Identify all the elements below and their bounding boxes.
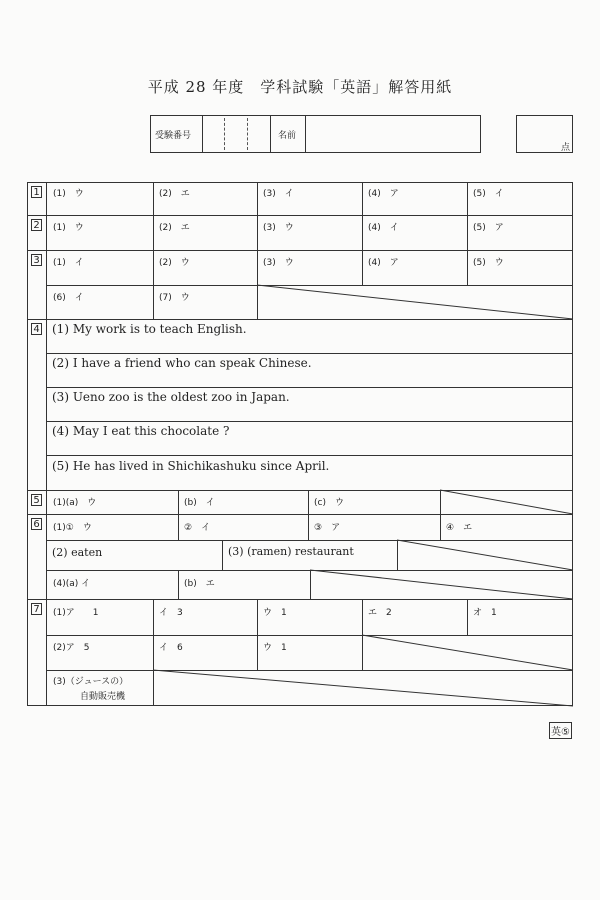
divider	[305, 115, 306, 153]
question-number-7: 7	[31, 603, 42, 615]
row-divider	[27, 514, 573, 515]
answer-2-5: (5) ア	[473, 223, 504, 233]
answer-6-1-1: (1)① ウ	[53, 523, 92, 533]
question-number-2: 2	[31, 219, 42, 231]
cell-divider	[440, 514, 441, 540]
answer-1-5: (5) イ	[473, 189, 504, 199]
answer-7-3-line2: 自動販売機	[80, 692, 126, 702]
cell-divider	[257, 182, 258, 215]
cell-divider	[178, 570, 179, 599]
answer-3-6: (6) イ	[53, 293, 84, 303]
cell-divider	[257, 599, 258, 670]
answer-7-2-i: イ 6	[159, 643, 183, 653]
cell-divider	[362, 215, 363, 250]
answer-6-1-3: ③ ア	[314, 523, 341, 533]
answer-2-1: (1) ウ	[53, 223, 84, 233]
exam-info-box	[150, 115, 481, 153]
cell-divider	[362, 250, 363, 285]
answer-2-3: (3) ウ	[263, 223, 294, 233]
answer-7-1-o: オ 1	[473, 608, 497, 618]
answer-1-4: (4) ア	[368, 189, 399, 199]
question-number-6: 6	[31, 518, 42, 530]
row-divider	[27, 215, 573, 216]
row-divider	[46, 387, 573, 388]
answer-4-4: (4) May I eat this chocolate ?	[52, 424, 230, 438]
answer-7-1-i: イ 3	[159, 608, 183, 618]
row-divider	[27, 250, 573, 251]
page-title: 平成 28 年度 学科試験「英語」解答用紙	[147, 78, 453, 96]
row-divider	[27, 319, 573, 320]
answer-6-1-2: ② イ	[184, 523, 211, 533]
digit-divider	[224, 118, 225, 150]
digit-divider	[247, 118, 248, 150]
answer-7-3-line1: (3)（ジュースの）	[53, 677, 129, 687]
score-label: 点	[561, 143, 571, 153]
cell-divider	[467, 599, 468, 635]
cell-divider	[178, 490, 179, 514]
answer-6-2: (2) eaten	[52, 546, 103, 559]
answer-1-2: (2) エ	[159, 189, 190, 199]
answer-7-1-u: ウ 1	[263, 608, 287, 618]
row-divider	[46, 421, 573, 422]
answer-1-1: (1) ウ	[53, 189, 84, 199]
answer-2-4: (4) イ	[368, 223, 399, 233]
answer-4-1: (1) My work is to teach English.	[52, 322, 247, 336]
cell-divider	[467, 182, 468, 215]
answer-4-5: (5) He has lived in Shichikashuku since April.	[52, 459, 330, 473]
answer-7-2-u: ウ 1	[263, 643, 287, 653]
question-number-1: 1	[31, 186, 42, 198]
question-number-5: 5	[31, 494, 42, 506]
answer-3-1: (1) イ	[53, 258, 84, 268]
answer-3-3: (3) ウ	[263, 258, 294, 268]
answer-5-b: (b) イ	[184, 498, 215, 508]
unused-cell-diagonal	[362, 635, 573, 670]
cell-divider	[467, 250, 468, 285]
answer-5-c: (c) ウ	[314, 498, 344, 508]
answer-2-2: (2) エ	[159, 223, 190, 233]
answer-6-4-b: (b) エ	[184, 579, 215, 589]
answer-7-2-a: (2)ア 5	[53, 643, 90, 653]
question-number-3: 3	[31, 254, 42, 266]
divider	[270, 115, 271, 153]
answer-7-1-a: (1)ア 1	[53, 608, 99, 618]
answer-3-7: (7) ウ	[159, 293, 190, 303]
answer-7-1-e: エ 2	[368, 608, 392, 618]
unused-cell-diagonal	[440, 490, 573, 514]
answer-3-5: (5) ウ	[473, 258, 504, 268]
unused-cell-diagonal	[310, 570, 573, 599]
question-column-divider	[46, 182, 47, 706]
cell-divider	[178, 514, 179, 540]
cell-divider	[222, 540, 223, 570]
cell-divider	[308, 490, 309, 514]
footer-code: 英⑤	[549, 722, 572, 739]
answer-4-3: (3) Ueno zoo is the oldest zoo in Japan.	[52, 390, 290, 404]
answer-3-2: (2) ウ	[159, 258, 190, 268]
answer-1-3: (3) イ	[263, 189, 294, 199]
cell-divider	[153, 182, 154, 215]
cell-divider	[257, 215, 258, 250]
cell-divider	[153, 215, 154, 250]
answer-6-4-a: (4)(a) イ	[53, 579, 91, 589]
answer-4-2: (2) I have a friend who can speak Chinese.	[52, 356, 312, 370]
cell-divider	[467, 215, 468, 250]
answer-6-3: (3) (ramen) restaurant	[228, 545, 354, 558]
answer-6-1-4: ④ エ	[446, 523, 473, 533]
row-divider	[46, 455, 573, 456]
cell-divider	[362, 182, 363, 215]
name-label: 名前	[278, 131, 297, 141]
exam-number-label: 受験番号	[155, 131, 192, 141]
cell-divider	[153, 250, 154, 319]
cell-divider	[308, 514, 309, 540]
question-number-4: 4	[31, 323, 42, 335]
row-divider	[46, 353, 573, 354]
answer-3-4: (4) ア	[368, 258, 399, 268]
divider	[202, 115, 203, 153]
unused-cell-diagonal	[153, 670, 573, 706]
row-divider	[27, 599, 573, 600]
answer-5-a: (1)(a) ウ	[53, 498, 97, 508]
unused-cell-diagonal	[257, 285, 573, 319]
unused-cell-diagonal	[397, 540, 573, 570]
